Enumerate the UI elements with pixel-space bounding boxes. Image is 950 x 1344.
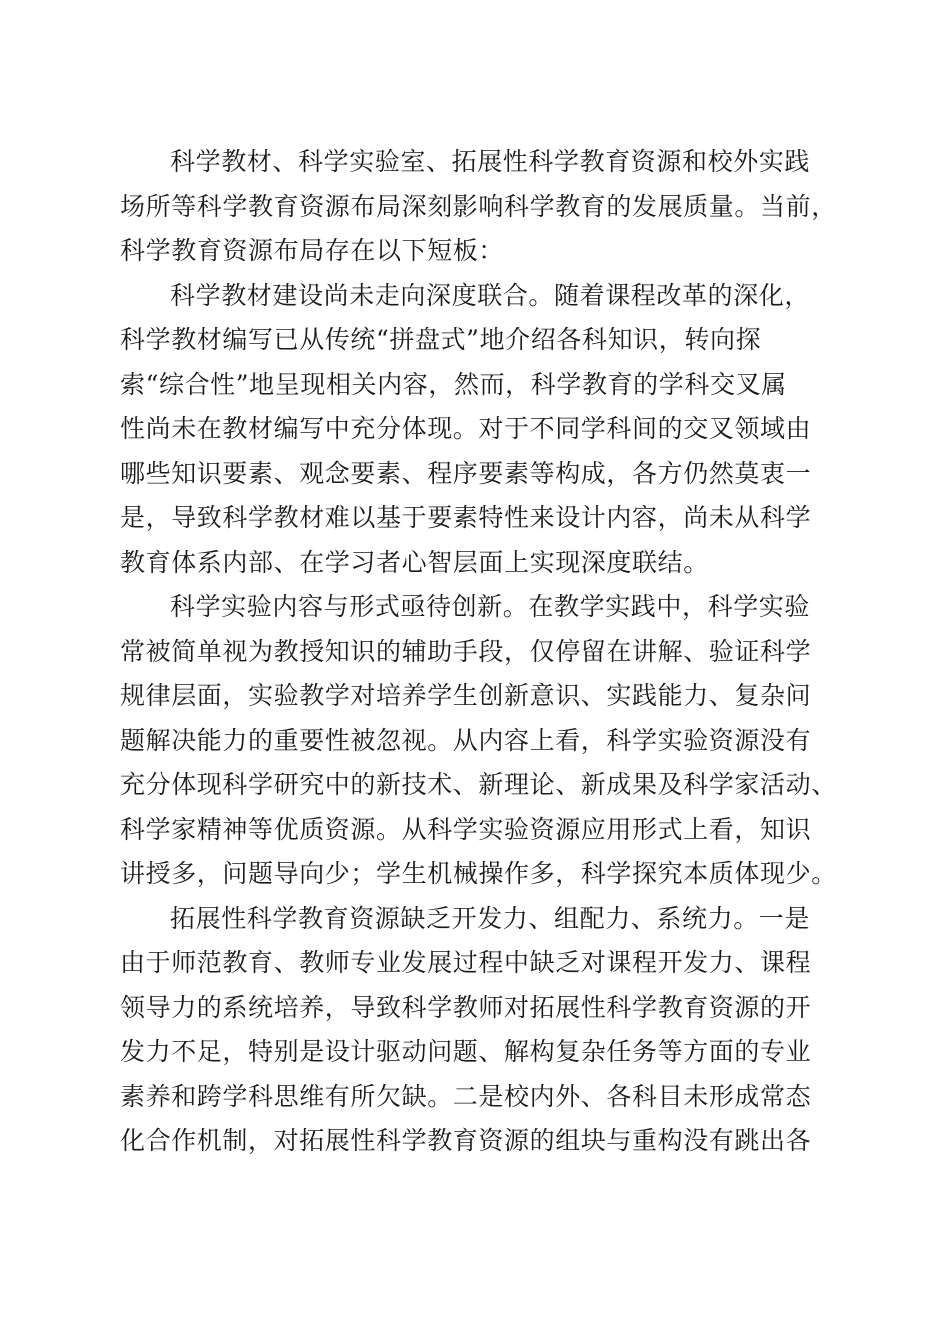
text-line: 科学实验内容与形式亟待创新。在教学实践中，科学实验: [170, 592, 811, 621]
text-line: 讲授多，问题导向少；学生机械操作多，科学探究本质体现少。: [120, 859, 837, 888]
text-line: 场所等科学教育资源布局深刻影响科学教育的发展质量。当前，: [120, 191, 837, 221]
document-page: [120, 140, 837, 1164]
paragraph-intro: [120, 140, 837, 274]
text-line: 教育体系内部、在学习者心智层面上实现深度联结。: [120, 547, 709, 577]
text-line: 规律层面，实验教学对培养学生创新意识、实践能力、复杂问: [120, 681, 812, 710]
text-line: 拓展性科学教育资源缺乏开发力、组配力、系统力。一是: [170, 903, 811, 933]
text-line: 常被简单视为教授知识的辅助手段，仅停留在讲解、验证科学: [120, 636, 812, 666]
text-line: 哪些知识要素、观念要素、程序要素等构成，各方仍然莫衷一: [120, 458, 812, 488]
text-line: 充分体现科学研究中的新技术、新理论、新成果及科学家活动、: [120, 770, 837, 799]
text-line: 由于师范教育、教师专业发展过程中缺乏对课程开发力、课程: [120, 948, 812, 977]
text-line: 科学教材编写已从传统“拼盘式”地介绍各科知识，转向探: [120, 325, 762, 354]
text-line: 科学家精神等优质资源。从科学实验资源应用形式上看，知识: [120, 814, 812, 844]
text-line: 索“综合性”地呈现相关内容，然而，科学教育的学科交叉属: [120, 369, 787, 399]
paragraph-textbook: [120, 274, 830, 586]
paragraph-experiment: [120, 585, 837, 897]
text-line: 发力不足，特别是设计驱动问题、解构复杂任务等方面的专业: [120, 1037, 812, 1066]
text-line: 科学教材建设尚未走向深度联合。随着课程改革的深化，: [170, 280, 811, 310]
text-line: 素养和跨学科思维有所欠缺。二是校内外、各科目未形成常态: [120, 1081, 812, 1111]
text-line: 题解决能力的重要性被忽视。从内容上看，科学实验资源没有: [120, 725, 812, 755]
text-line: 性尚未在教材编写中充分体现。对于不同学科间的交叉领域由: [120, 414, 812, 443]
text-line: 化合作机制，对拓展性科学教育资源的组块与重构没有跳出各: [120, 1126, 812, 1155]
text-line: 科学教材、科学实验室、拓展性科学教育资源和校外实践: [170, 147, 811, 176]
text-line: 是，导致科学教材难以基于要素特性来设计内容，尚未从科学: [120, 503, 812, 532]
text-line: 科学教育资源布局存在以下短板：: [120, 236, 505, 265]
text-line: 领导力的系统培养，导致科学教师对拓展性科学教育资源的开: [120, 992, 812, 1022]
paragraph-extended: [120, 897, 830, 1164]
